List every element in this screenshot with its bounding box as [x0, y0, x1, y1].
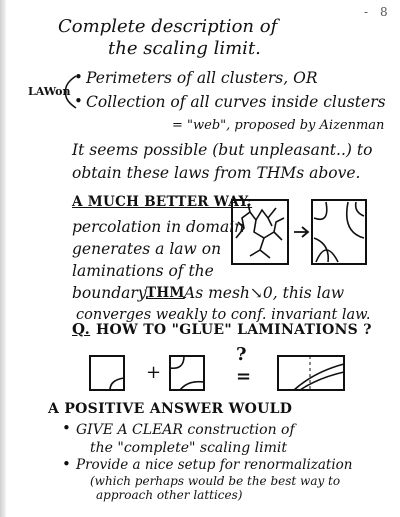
equation-equals: =	[236, 366, 252, 387]
bullet-dot-icon: •	[62, 419, 71, 437]
possible-line-2: obtain these laws from THMs above.	[72, 164, 361, 182]
thm-line-2: converges weakly to conf. invariant law.	[76, 307, 371, 323]
title-line-2: the scaling limit.	[108, 38, 261, 59]
law-web-note: = "web", proposed by Aizenman	[172, 118, 385, 133]
page-number: 8	[380, 5, 388, 19]
percolation-domain-figure	[230, 198, 370, 270]
answer-heading: A POSITIVE ANSWER WOULD	[48, 401, 293, 417]
answer-item-2-line-2: (which perhaps would be the best way to	[90, 474, 341, 488]
thm-text: As mesh↘0, this law	[184, 284, 345, 302]
better-way-heading: A MUCH BETTER WAY:	[72, 194, 253, 210]
better-way-line-3: laminations of the	[72, 262, 214, 280]
answer-item-2-line-3: approach other lattices)	[96, 488, 243, 502]
better-way-line-2: generates a law on	[72, 240, 222, 258]
thm-label: THM	[146, 285, 185, 301]
answer-item-1-line-2: the "complete" scaling limit	[90, 440, 287, 456]
better-way-line-4: boundary.	[72, 284, 150, 302]
answer-item-2-line-1: Provide a nice setup for renormalization	[76, 457, 353, 473]
equation-plus: +	[146, 362, 162, 383]
possible-line-1: It seems possible (but unpleasant..) to	[72, 141, 373, 159]
law-side-label: LAWon	[28, 85, 71, 98]
page-edge	[0, 0, 6, 517]
question-label: Q.	[72, 320, 91, 338]
better-way-line-1: percolation in domain	[72, 218, 245, 236]
bullet-dot-icon: •	[62, 455, 71, 473]
question-text: HOW TO "GLUE" LAMINATIONS ?	[96, 322, 372, 338]
title-line-1: Complete description of	[58, 16, 278, 37]
page-number-dash: -	[364, 5, 369, 19]
bullet-dot-icon: •	[74, 68, 83, 86]
bullet-dot-icon: •	[74, 92, 83, 110]
glue-equation-figure	[88, 352, 348, 400]
law-bullet-2: Collection of all curves inside clusters	[86, 93, 386, 111]
law-bullet-1: Perimeters of all clusters, OR	[86, 69, 318, 87]
answer-item-1-line-1: GIVE A CLEAR construction of	[76, 422, 295, 438]
equation-query: ?	[236, 344, 247, 365]
